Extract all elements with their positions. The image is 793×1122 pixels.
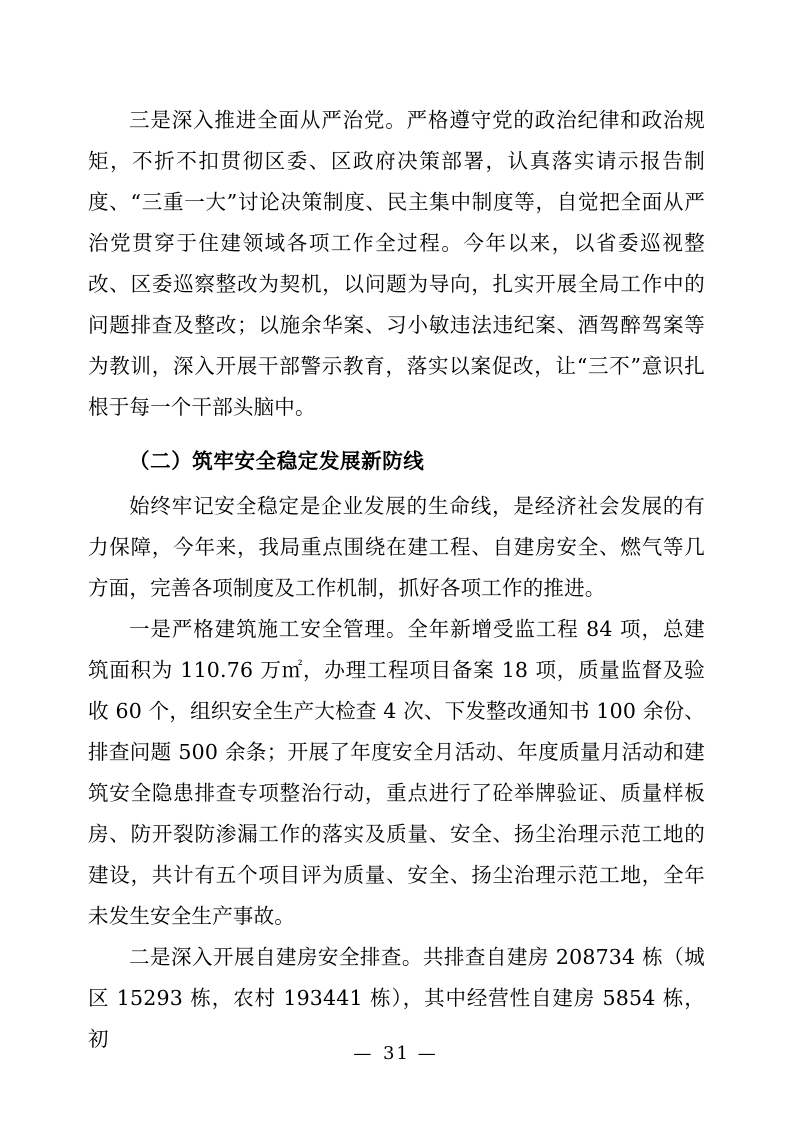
document-body	[88, 100, 705, 1060]
paragraph-2: 始终牢记安全稳定是企业发展的生命线，是经济社会发展的有力保障，今年来，我局重点围绕在建工程、自建房安全、燃气等几方面，完善各项制度及工作机制，抓好各项工作的推进。	[88, 494, 705, 600]
section-heading-2: （二）筑牢安全稳定发展新防线	[129, 449, 425, 473]
paragraph-1: 三是深入推进全面从严治党。严格遵守党的政治纪律和政治规矩，不折不扣贯彻区委、区政府决策部署，认真落实请示报告制度、“三重一大”讨论决策制度、民主集中制度等，自觉把全面从严治党贯穿于住建领域各项工作全过程。今年以来，以省委巡视整改、区委巡察整改为契机，以问题为导向，扎实开展全局工作中的问题排查及整改；以施余华案、习小敏违法违纪案、酒驾醉驾案等为教训，深入开展干部警示教育，落实以案促改，让“三不”意识扎根于每一个干部头脑中。	[88, 108, 705, 419]
page-footer	[0, 1043, 793, 1064]
paragraph-3: 一是严格建筑施工安全管理。全年新增受监工程 84 项，总建筑面积为 110.76 万㎡，办理工程项目备案 18 项，质量监督及验收 60 个，组织安全生产大检查 4 次、下发整改通知书 100 余份、排查问题 500 余条；开展了年度安全月活动、年度质量月活动和建筑安全隐患排查专项整治行动，重点进行了砼举牌验证、质量样板房、防开裂防渗漏工作的落实及质量、安全、扬尘治理示范工地的建设，共计有五个项目评为质量、安全、扬尘治理示范工地，全年未发生安全生产事故。	[88, 617, 705, 928]
footer-dash-right: —	[417, 1043, 440, 1064]
paragraph-4: 二是深入开展自建房安全排查。共排查自建房 208734 栋（城区 15293 栋，农村 193441 栋），其中经营性自建房 5854 栋，初	[88, 945, 705, 1051]
footer-dash-left: —	[353, 1043, 376, 1064]
paragraph-spacer	[88, 428, 705, 431]
page-number: 31	[383, 1043, 410, 1064]
